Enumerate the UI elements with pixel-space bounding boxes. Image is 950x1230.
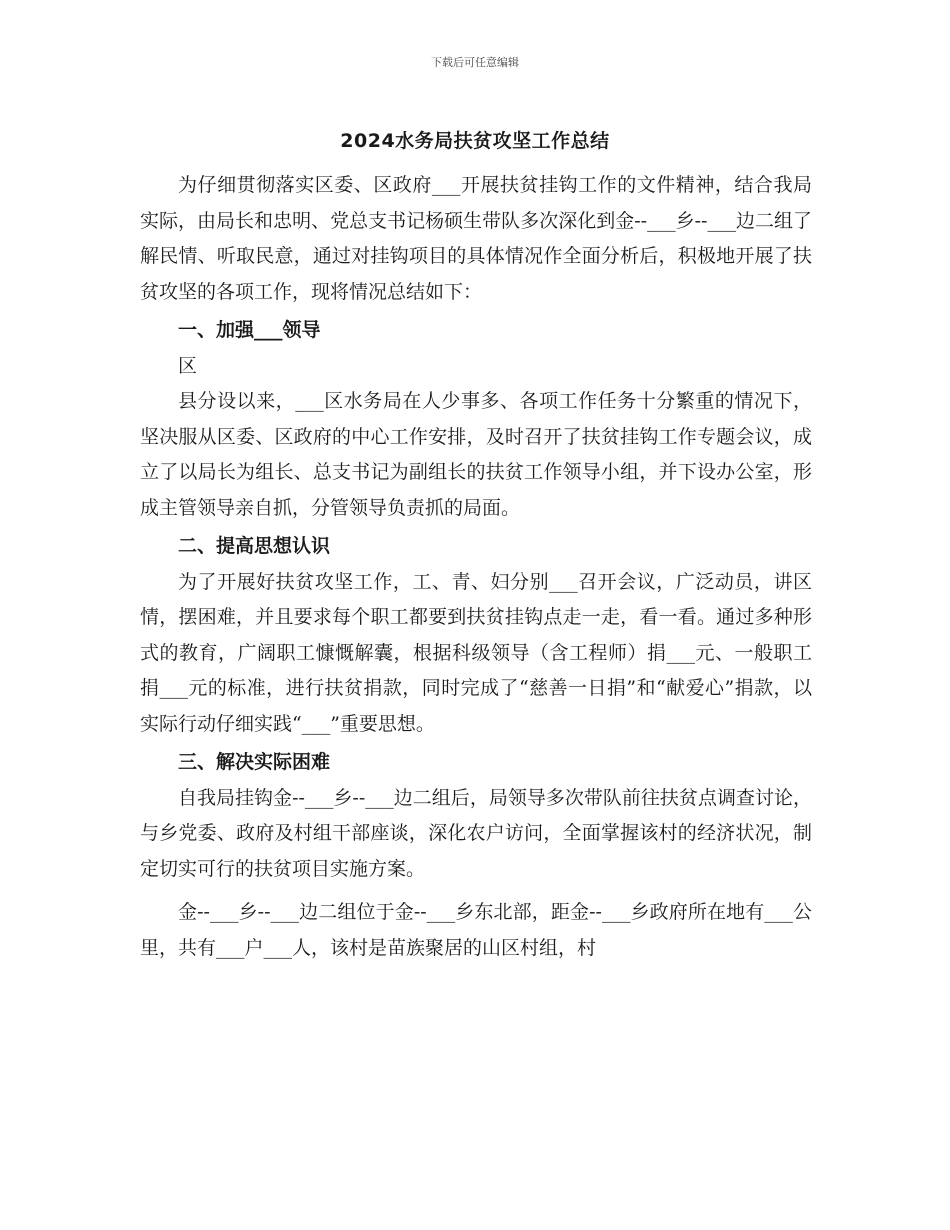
section-3-paragraph-2: 金--___乡--___边二组位于金--___乡东北部，距金--___乡政府所在地有___公里，共有___户___人，该村是苗族聚居的山区村组，村 [140, 901, 812, 959]
section-1-paragraph: 县分设以来，___区水务局在人少事多、各项工作任务十分繁重的情况下，坚决服从区委、区政府的中心工作安排，及时召开了扶贫挂钩工作专题会议，成立了以局长为组长、总支书记为副组长的扶贫工作领导小组，并下设办公室，形成主管领导亲自抓，分管领导负责抓的局面。 [140, 390, 812, 519]
section-2-paragraph: 为了开展好扶贫攻坚工作，工、青、妇分别___召开会议，广泛动员，讲区情，摆困难，并且要求每个职工都要到扶贫挂钩点走一走，看一看。通过多种形式的教育，广阔职工慷慨解囊，根据科级领导（含工程师）捐___元、一般职工捐___元的标准，进行扶贫捐款，同时完成了“慈善一日捐”和“献爱心”捐款，以实际行动仔细实践“___”重要思想。 [140, 570, 812, 735]
document-title: 2024水务局扶贫攻坚工作总结 [340, 130, 610, 152]
section-heading-1: 一、加强___领导 [178, 319, 321, 341]
intro-paragraph: 为仔细贯彻落实区委、区政府___开展扶贫挂钩工作的文件精神，结合我局实际，由局长和忠明、党总支书记杨硕生带队多次深化到金--___乡--___边二组了解民情、听取民意，通过对挂钩项目的具体情况作全面分析后，积极地开展了扶贫攻坚的各项工作，现将情况总结如下： [140, 174, 812, 303]
section-3-paragraph-1: 自我局挂钩金--___乡--___边二组后，局领导多次带队前往扶贫点调查讨论，与乡党委、政府及村组干部座谈，深化农户访问，全面掌握该村的经济状况，制定切实可行的扶贫项目实施方案。 [140, 786, 812, 880]
section-heading-2: 二、提高思想认识 [178, 535, 331, 557]
section-1-fragment: 区 [178, 354, 198, 377]
header-note: 下载后可任意编辑 [431, 56, 519, 69]
document-body [140, 168, 812, 966]
section-heading-3: 三、解决实际困难 [178, 751, 331, 773]
